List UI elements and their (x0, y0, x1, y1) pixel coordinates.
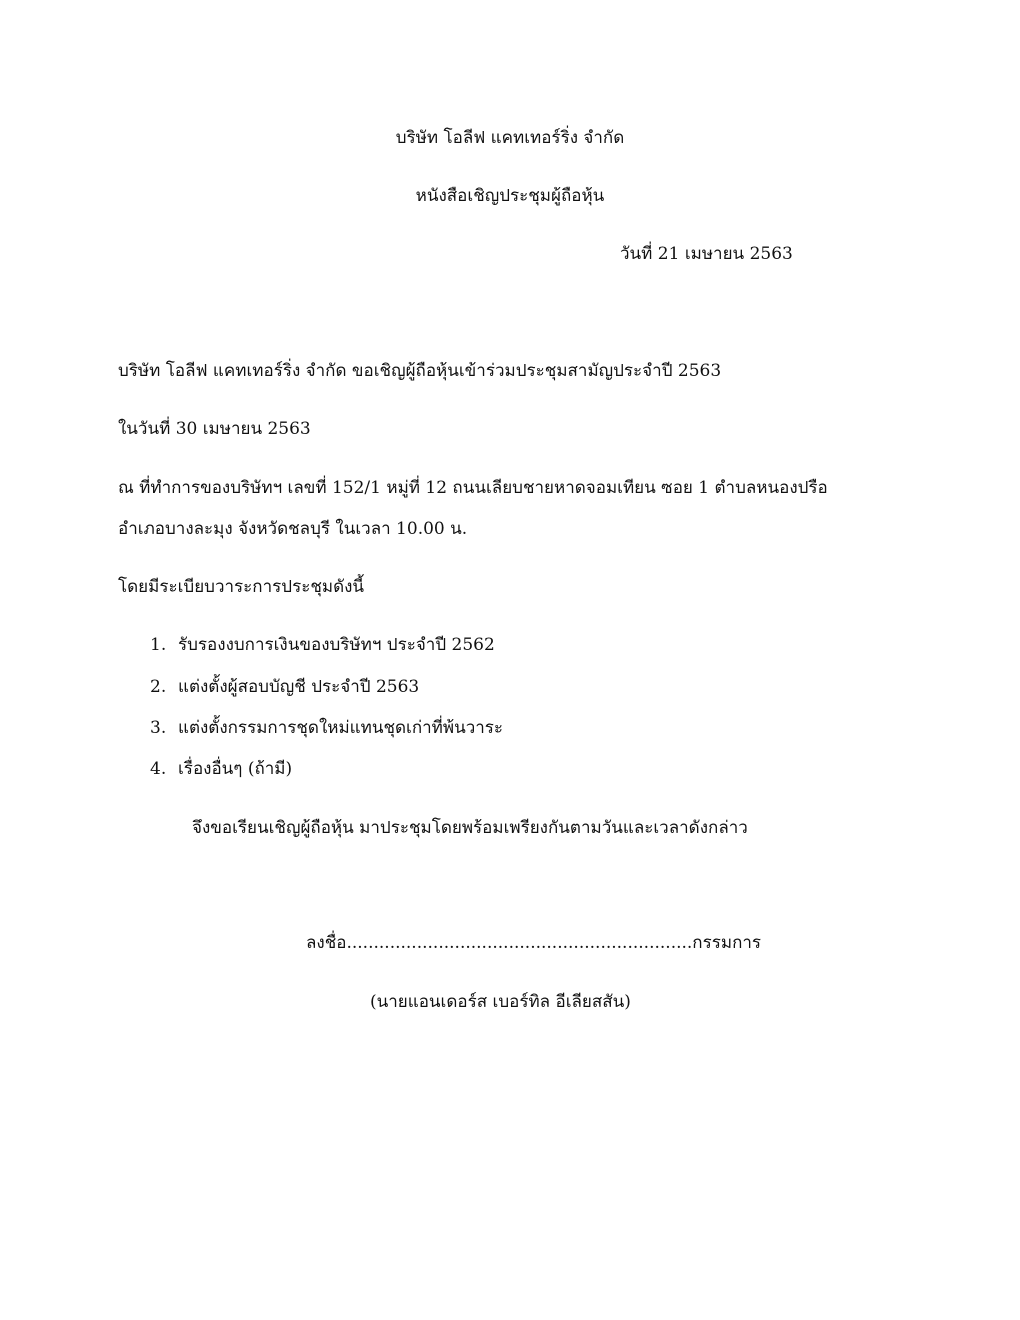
meeting-date: ในวันที่ 30 เมษายน 2563 (118, 419, 311, 439)
document-title: หนังสือเชิญประชุมผู้ถือหุ้น (415, 186, 605, 206)
agenda-item (150, 633, 495, 657)
agenda-item-number: 2. (150, 677, 167, 697)
agenda-item-text: รับรองงบการเงินของบริษัทฯ ประจำปี 2562 (178, 635, 495, 655)
agenda-item (150, 716, 503, 740)
meeting-location-line2: อำเภอบางละมุง จังหวัดชลบุรี ในเวลา 10.00 น. (118, 519, 468, 539)
company-name: บริษัท โอลีฟ แคทเทอร์ริ่ง จำกัด (395, 128, 625, 148)
closing-text: จึงขอเรียนเชิญผู้ถือหุ้น มาประชุมโดยพร้อมเพรียงกันตามวันและเวลาดังกล่าว (192, 818, 748, 838)
signatory-name: (นายแอนเดอร์ส เบอร์ทิล อีเลียสสัน) (370, 992, 631, 1012)
invitation-text: บริษัท โอลีฟ แคทเทอร์ริ่ง จำกัด ขอเชิญผู้ถือหุ้นเข้าร่วมประชุมสามัญประจำปี 2563 (118, 361, 722, 381)
agenda-item (150, 675, 419, 699)
document-date: วันที่ 21 เมษายน 2563 (620, 244, 793, 264)
signature-line: ลงชื่อ................................................................กรรมการ (306, 933, 762, 953)
meeting-location-line1: ณ ที่ทำการของบริษัทฯ เลขที่ 152/1 หมู่ที่ 12 ถนนเลียบชายหาดจอมเทียน ซอย 1 ตำบลหนองปรือ (118, 478, 828, 498)
agenda-item-text: แต่งตั้งผู้สอบบัญชี ประจำปี 2563 (178, 677, 420, 697)
agenda-intro: โดยมีระเบียบวาระการประชุมดังนี้ (118, 577, 365, 597)
agenda-item-text: แต่งตั้งกรรมการชุดใหม่แทนชุดเก่าที่พ้นวาระ (178, 718, 504, 738)
agenda-item-text: เรื่องอื่นๆ (ถ้ามี) (178, 759, 293, 779)
agenda-item-number: 1. (150, 635, 167, 655)
agenda-item (150, 757, 292, 781)
agenda-item-number: 3. (150, 718, 167, 738)
agenda-item-number: 4. (150, 759, 167, 779)
